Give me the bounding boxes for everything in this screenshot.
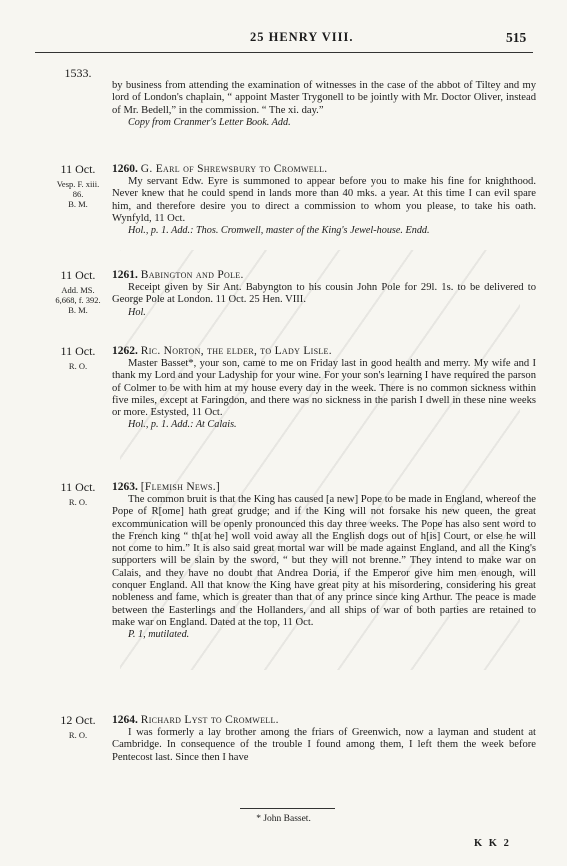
signature-mark: K K 2: [474, 838, 511, 849]
entry-text: The common bruit is that the King has caused [a new] Pope to be made in England, whereof the Pope of R[ome] hath great grudge; and if the King will not forsake his new queen, the great excommunication will be openly pronounced this day three weeks. The Pope has also sent word to the French king “ th[at he] woll void away all the English dogs out of h[is] Court, or else he will not come to him.” It is also said great mortal war will be made against England, and all the King's supporters will be slain by the sword, “ but they will not brenne.” They intend to make war on Calais, and they have no doubt that Andrea Doria, if the Emperor give him men enough, will conquer England. All that know the King have great pity at his misordering, considering his great nobleness and fame, which is greater than that of any prince since king Arthur. The peace is made between the Easterlings and the Hollanders, and all ships of war of both parties are retained to make war on England. Dated at the top, 11 Oct.: [112, 494, 536, 628]
entry-margin: 11 Oct. R. O.: [60, 344, 96, 371]
entry-text: by business from attending the examination of witnesses in the case of the abbot of Tiltey and my lord of London's chaplain, “ appoint Master Trygonell to be jointly with Mr. Doctor Oliver, instead of Mr. Bedell,” in the commission. “ The xi. day.”: [112, 80, 536, 116]
entry-note: Hol., p. 1. Add.: At Calais.: [128, 419, 237, 431]
entry-note: P. 1, mutilated.: [128, 629, 190, 641]
header-rule: [35, 52, 533, 53]
entry-heading: 1260. G. Earl of Shrewsbury to Cromwell.: [112, 163, 328, 175]
entry-margin: 11 Oct. Vesp. F. xiii. 86. B. M.: [56, 162, 100, 209]
entry-heading: 1262. Ric. Norton, the elder, to Lady Lisle.: [112, 345, 332, 357]
entry-note: Copy from Cranmer's Letter Book. Add.: [128, 116, 291, 128]
page-header: [0, 30, 567, 50]
footnote: * John Basset.: [256, 814, 311, 824]
entry-text: My servant Edw. Eyre is summoned to appear before you to make his fine for knighthood. Never knew that he could spend in lands more than 40 mks. a year. At this time I can evil spare him, and therefore desire you to direct a commission to whom you please, to take his oath. Wynfyld, 11 Oct.: [112, 176, 536, 224]
entry-margin: 11 Oct. Add. MS. 6,668, f. 392. B. M.: [55, 268, 101, 315]
entry-note: Hol., p. 1. Add.: Thos. Cromwell, master of the King's Jewel-house. Endd.: [128, 225, 430, 237]
footnote-rule: [240, 808, 335, 809]
entry-text: Master Basset*, your son, came to me on Friday last in good health and merry. My wife and I thank my Lord and your Ladyship for your wine. For your son's learning I have required the parson of Colmer to be with him at my house every day in the week. There is no common sickness within five miles, except at Faringdon, and there was no sickness in the parish I dwell in these nine weeks or more. Estysted, 11 Oct.: [112, 358, 536, 419]
entry-text: I was formerly a lay brother among the friars of Greenwich, now a layman and student at Cambridge. In consequence of the trouble I found among them, I left them the week before Pentecost last. Since then I have: [112, 727, 536, 763]
entry-text: Receipt given by Sir Ant. Babyngton to his cousin John Pole for 29l. 1s. to be delivered to George Pole at London. 11 Oct. 25 Hen. VIII.: [112, 282, 536, 306]
margin-year: 1533.: [64, 66, 92, 80]
entry-heading: 1261. Babington and Pole.: [112, 269, 244, 281]
entry-heading: 1264. Richard Lyst to Cromwell.: [112, 714, 279, 726]
entry-margin: 11 Oct. R. O.: [60, 480, 96, 507]
entry-continuation: [50, 66, 536, 146]
entry-note: Hol.: [128, 306, 146, 318]
entry-margin: 12 Oct. R. O.: [60, 713, 96, 740]
page-number: 515: [506, 30, 527, 45]
running-title: 25 HENRY VIII.: [250, 30, 354, 44]
entry-heading: 1263. [Flemish News.]: [112, 481, 221, 493]
